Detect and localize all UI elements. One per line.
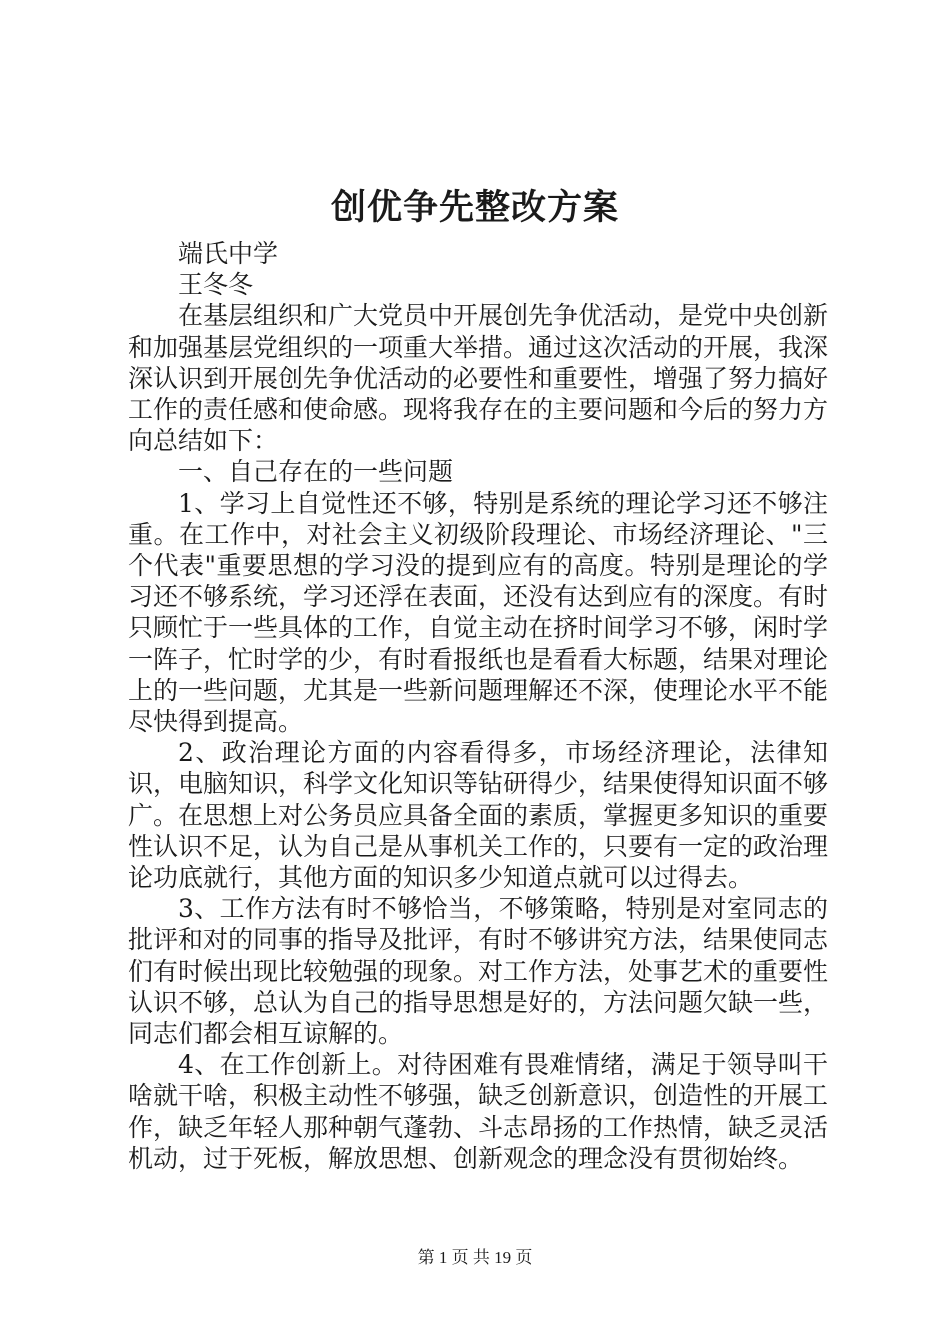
school-name: 端氏中学 bbox=[178, 239, 279, 268]
document-title: 创优争先整改方案 bbox=[330, 187, 619, 228]
paragraph-item-2: 2、政治理论方面的内容看得多，市场经济理论，法律知识，电脑知识，科学文化知识等钻研得少，结果使得知识面不够广。在思想上对公务员应具备全面的素质，掌握更多知识的重要性认识不足，认为自己是从事机关工作的，只要有一定的政治理论功底就行，其他方面的知识多少知道点就可以过得去。 bbox=[128, 738, 829, 893]
document-body bbox=[128, 238, 828, 1174]
author-name: 王冬冬 bbox=[178, 270, 254, 300]
paragraph-item-3: 3、工作方法有时不够恰当，不够策略，特别是对室同志的批评和对的同事的指导及批评，有时不够讲究方法，结果使同志们有时候出现比较勉强的现象。对工作方法，处事艺术的重要性认识不够，总认为自己的指导思想是好的，方法问题欠缺一些，同志们都会相互谅解的。 bbox=[128, 894, 829, 1049]
paragraph-item-1: 1、学习上自觉性还不够，特别是系统的理论学习还不够注重。在工作中，对社会主义初级阶段理论、市场经济理论、"三个代表"重要思想的学习没的提到应有的高度。特别是理论的学习还不够系统，学习还浮在表面，还没有达到应有的深度。有时只顾忙于一些具体的工作，自觉主动在挤时间学习不够，闲时学一阵子，忙时学的少，有时看报纸也是看看大标题，结果对理论上的一些问题，尤其是一些新问题理解还不深，使理论水平不能尽快得到提高。 bbox=[128, 488, 829, 737]
paragraph-intro: 在基层组织和广大党员中开展创先争优活动，是党中央创新和加强基层党组织的一项重大举措。通过这次活动的开展，我深深认识到开展创先争优活动的必要性和重要性，增强了努力搞好工作的责任感和使命感。现将我存在的主要问题和今后的努力方向总结如下： bbox=[128, 301, 829, 456]
paragraph-item-4: 4、在工作创新上。对待困难有畏难情绪，满足于领导叫干啥就干啥，积极主动性不够强，缺乏创新意识，创造性的开展工作，缺乏年轻人那种朝气蓬勃、斗志昂扬的工作热情，缺乏灵活机动，过于死板，解放思想、创新观念的理念没有贯彻始终。 bbox=[128, 1050, 829, 1173]
page-number-footer: 第 1 页 共 19 页 bbox=[417, 1248, 533, 1267]
section-heading: 一、自己存在的一些问题 bbox=[178, 457, 454, 487]
